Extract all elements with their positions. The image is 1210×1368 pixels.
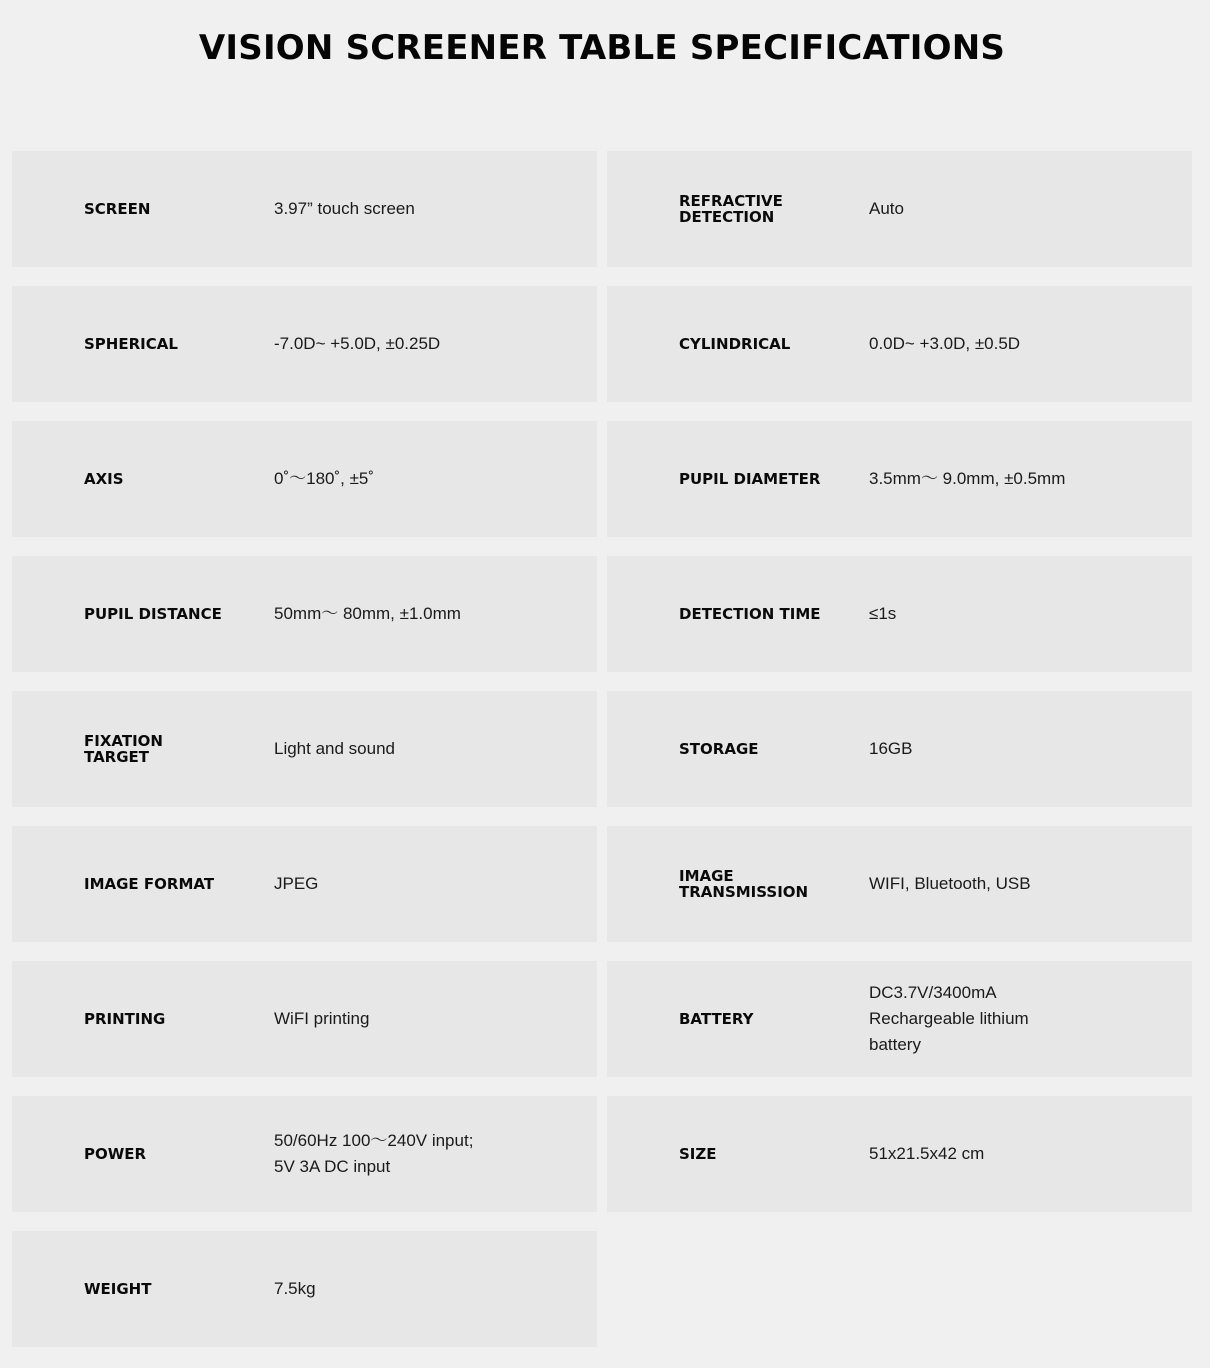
page-title: VISION SCREENER TABLE SPECIFICATIONS	[198, 28, 1006, 68]
spec-cell-power	[12, 1096, 597, 1212]
spec-value: 0˚～180˚, ±5˚	[274, 469, 375, 488]
spec-cell-screen	[12, 151, 597, 267]
spec-cell-axis	[12, 421, 597, 537]
spec-value: WIFI, Bluetooth, USB	[869, 874, 1031, 893]
spec-value: ≤1s	[869, 604, 897, 623]
spec-value: Light and sound	[274, 739, 395, 758]
spec-value: 16GB	[869, 739, 913, 758]
spec-value: 50/60Hz 100～240V input; 5V 3A DC input	[274, 1131, 474, 1176]
spec-value: Auto	[869, 199, 904, 218]
spec-label: STORAGE	[679, 740, 759, 758]
spec-label: PRINTING	[84, 1010, 166, 1028]
spec-value: 3.5mm～ 9.0mm, ±0.5mm	[869, 469, 1066, 488]
spec-cell-refractive-detection	[607, 151, 1192, 267]
spec-cell-cylindrical	[607, 286, 1192, 402]
spec-cell-pupil-diameter	[607, 421, 1192, 537]
spec-cell-fixation-target	[12, 691, 597, 807]
spec-value: WiFI printing	[274, 1009, 370, 1028]
spec-label: PUPIL DIAMETER	[679, 470, 821, 488]
spec-value: DC3.7V/3400mA Rechargeable lithium battery	[869, 983, 1029, 1054]
spec-cell-image-format	[12, 826, 597, 942]
spec-label: DETECTION TIME	[679, 605, 821, 623]
spec-value: -7.0D~ +5.0D, ±0.25D	[274, 334, 441, 353]
spec-cell-weight	[12, 1231, 597, 1347]
spec-label: IMAGE TRANSMISSION	[679, 867, 809, 901]
spec-cell-storage	[607, 691, 1192, 807]
spec-cell-battery	[607, 961, 1192, 1077]
spec-value: 3.97” touch screen	[274, 199, 415, 218]
spec-label: REFRACTIVE DETECTION	[679, 192, 783, 226]
spec-cell-printing	[12, 961, 597, 1077]
spec-label: PUPIL DISTANCE	[84, 605, 222, 623]
spec-label: SPHERICAL	[84, 335, 178, 353]
spec-label: WEIGHT	[84, 1280, 152, 1298]
spec-value: 0.0D~ +3.0D, ±0.5D	[869, 334, 1021, 353]
spec-label: CYLINDRICAL	[679, 335, 791, 353]
spec-label: BATTERY	[679, 1010, 754, 1028]
spec-cell-pupil-distance	[12, 556, 597, 672]
spec-value: JPEG	[274, 874, 319, 893]
spec-label: SCREEN	[84, 200, 151, 218]
spec-label: SIZE	[679, 1145, 717, 1163]
spec-label: POWER	[84, 1145, 147, 1163]
spec-cell-image-transmission	[607, 826, 1192, 942]
spec-label: AXIS	[84, 470, 124, 488]
spec-value: 50mm～ 80mm, ±1.0mm	[274, 604, 461, 623]
spec-label: FIXATION TARGET	[84, 732, 163, 766]
spec-table	[12, 151, 1192, 1347]
spec-value: 51x21.5x42 cm	[869, 1144, 985, 1163]
spec-cell-size	[607, 1096, 1192, 1212]
spec-cell-detection-time	[607, 556, 1192, 672]
spec-value: 7.5kg	[274, 1279, 316, 1298]
spec-cell-spherical	[12, 286, 597, 402]
spec-label: IMAGE FORMAT	[84, 875, 215, 893]
